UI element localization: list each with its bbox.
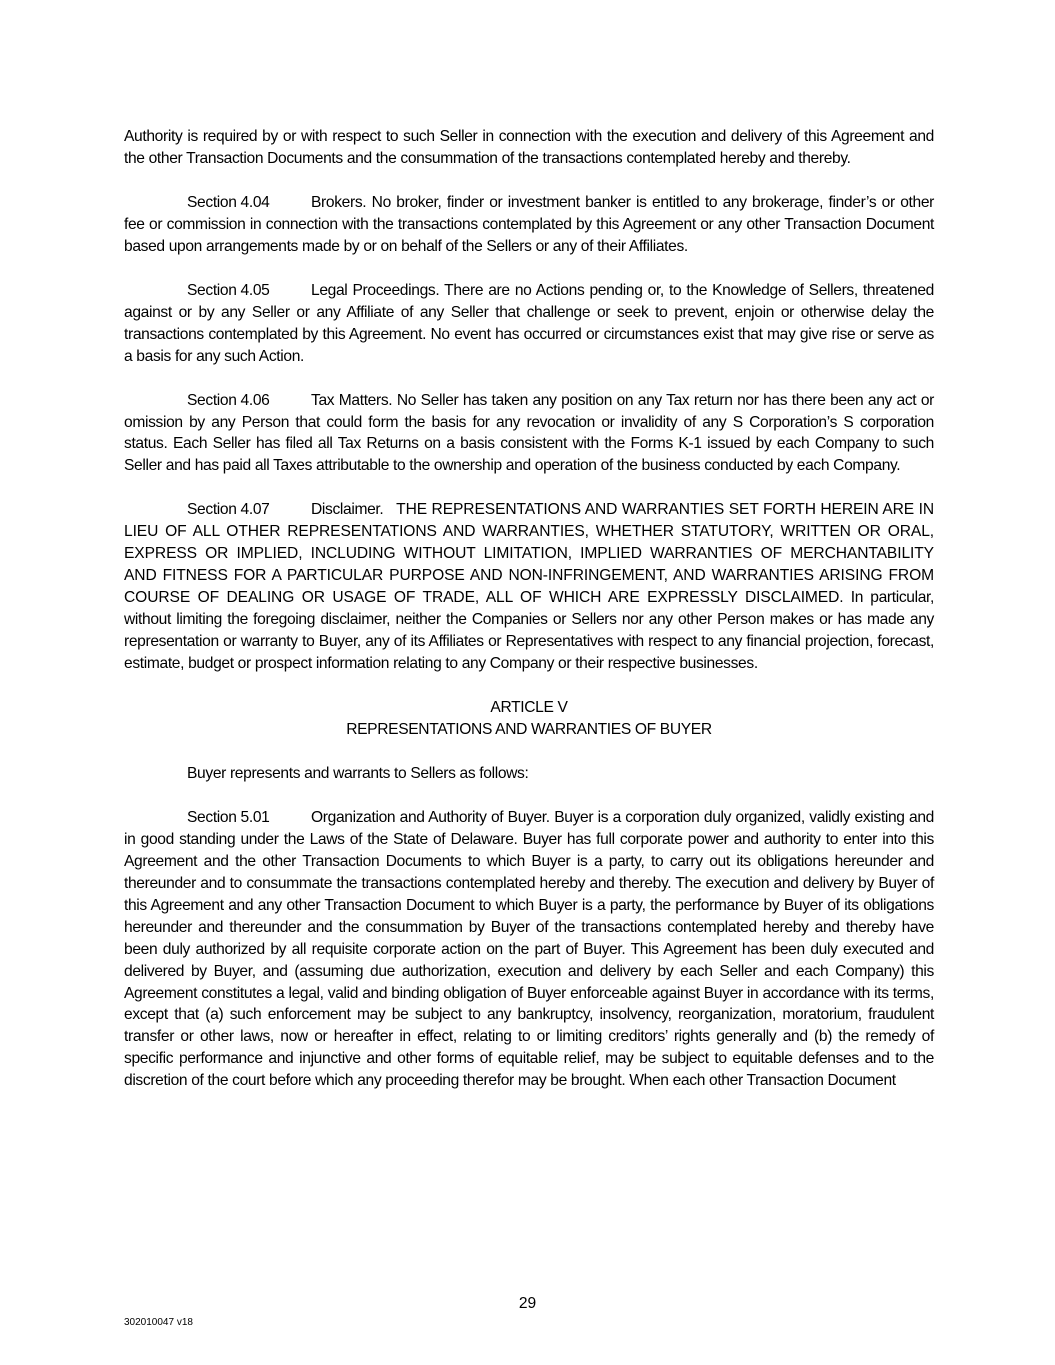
section-number: Section 4.06 <box>187 391 270 409</box>
section-4-05 <box>124 280 934 368</box>
section-number: Section 4.04 <box>187 193 270 211</box>
section-text: No broker, finder or investment banker is entitled to any brokerage, finder’s or other fee or commission in connection with the transactions contemplated by this Agreement or any other Transaction Document based upon arrangements made by or on behalf of the Sellers or any of their Affiliates. <box>124 193 935 255</box>
section-number: Section 4.05 <box>187 281 270 299</box>
section-text: There are no Actions pending or, to the Knowledge of Sellers, threatened against or by any Seller or any Affiliate of any Seller that challenge or seek to prevent, enjoin or otherwise delay the transactions contemplated by this Agreement. No event has occurred or circumstances exist that may give rise or serve as a basis for any such Action. <box>124 281 934 365</box>
article-title: ARTICLE V <box>490 699 568 717</box>
section-number: Section 5.01 <box>187 808 270 826</box>
section-5-01 <box>124 807 934 1092</box>
section-4-07 <box>124 499 934 675</box>
section-text: Buyer is a corporation duly organized, validly existing and in good standing under the Laws of the State of Delaware. Buyer has full corporate power and authority to enter into this Agreement and the other Transaction Documents to which Buyer is a party, to carry out its obligations hereunder and thereunder and to consummate the transactions contemplated hereby and thereby. The execution and delivery by Buyer of this Agreement and any other Transaction Document to which Buyer is a party, the performance by Buyer of its obligations hereunder and thereunder and the consummation by Buyer of the transactions contemplated hereby and thereby have been duly authorized by all requisite corporate action on the part of Buyer. This Agreement has been duly executed and delivered by Buyer, and (assuming due authorization, execution and delivery by each Seller and each Company) this Agreement constitutes a legal, valid and binding obligation of Buyer enforceable against Buyer in accordance with its terms, except that (a) such enforcement may be subject to any bankruptcy, insolvency, reorganization, moratorium, fraudulent transfer or other laws, now or hereafter in effect, relating to or limiting creditors’ rights generally and (b) the remedy of specific performance and injunctive and other forms of equitable relief, may be subject to equitable defenses and to the discretion of the court before which any proceeding therefor may be brought. When each other Transaction Document <box>124 808 934 1090</box>
section-heading: Legal Proceedings. <box>311 281 440 299</box>
section-heading: Organization and Authority of Buyer. <box>311 808 550 826</box>
section-text-continued: In particular, without limiting the foregoing disclaimer, neither the Companies or Sellers nor any other Person makes or has made any representation or warranty to Buyer, any of its Affiliates or Representatives with respect to any financial projection, forecast, estimate, budget or prospect information relating to any Company or their respective businesses. <box>124 589 935 673</box>
section-heading: Brokers. <box>311 193 367 211</box>
section-heading: Disclaimer. <box>311 501 384 519</box>
document-id: 302010047 v18 <box>124 1317 193 1328</box>
page-body <box>124 126 934 1114</box>
section-text: No Seller has taken any position on any Tax return nor has there been any act or omission by any Person that could form the basis for any revocation or invalidity of any S Corporation’s S corporation status. Each Seller has filed all Tax Returns on a basis consistent with the Forms K-1 issued by each Company to such Seller and has paid all Taxes attributable to the ownership and operation of the business conducted by each Company. <box>124 391 934 475</box>
section-4-06 <box>124 390 934 478</box>
article-subtitle: REPRESENTATIONS AND WARRANTIES OF BUYER <box>346 720 712 738</box>
page-number: 29 <box>518 1295 537 1312</box>
buyer-intro: Buyer represents and warrants to Sellers as follows: <box>187 764 529 782</box>
article-heading <box>124 697 934 741</box>
section-number: Section 4.07 <box>187 501 270 519</box>
section-heading: Tax Matters. <box>311 391 393 409</box>
intro-paragraph: Authority is required by or with respect to such Seller in connection with the execution and delivery of this Agreement and the other Transaction Documents and the consummation of the transactions contemplated hereby and thereby. <box>124 128 934 167</box>
section-text-caps: THE REPRESENTATIONS AND WARRANTIES SET FORTH HEREIN ARE IN LIEU OF ALL OTHER REPRESENTATIONS AND WARRANTIES, WHETHER STATUTORY, WRITTEN OR ORAL, EXPRESS OR IMPLIED, INCLUDING WITHOUT LIMITATION, IMPLIED WARRANTIES OF MERCHANTABILITY AND FITNESS FOR A PARTICULAR PURPOSE AND NON-INFRINGEMENT, AND WARRANTIES ARISING FROM COURSE OF DEALING OR USAGE OF TRADE, ALL OF WHICH ARE EXPRESSLY DISCLAIMED. <box>124 501 934 607</box>
section-4-04 <box>124 192 934 258</box>
